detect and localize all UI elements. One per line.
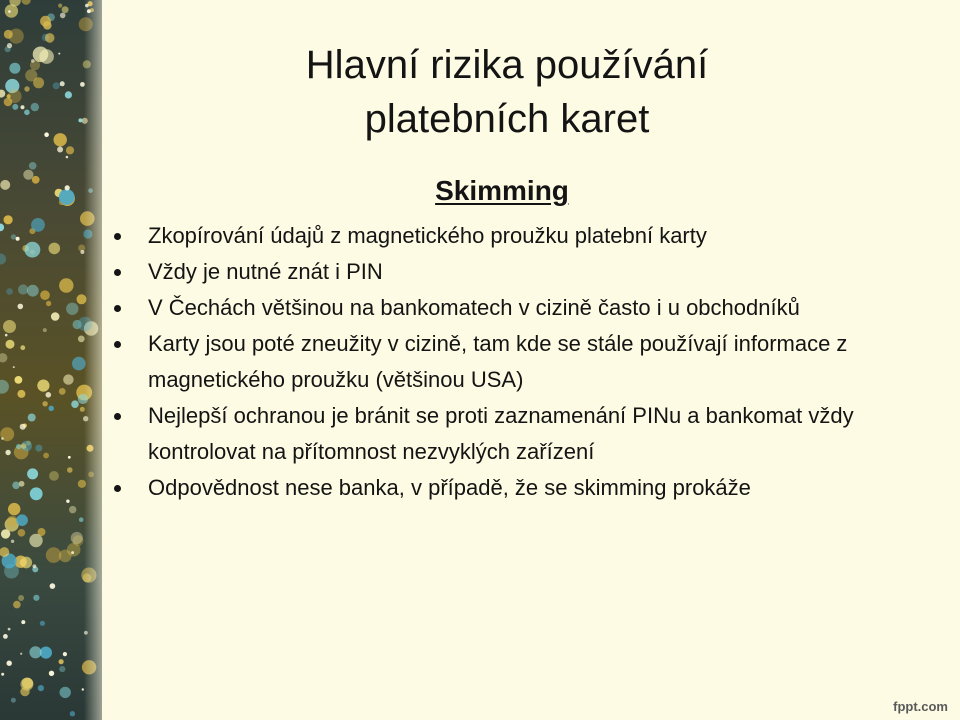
bokeh-light xyxy=(24,86,29,91)
bokeh-spark xyxy=(8,628,11,631)
bokeh-spark xyxy=(63,652,67,656)
bokeh-spark xyxy=(18,304,24,310)
bokeh-light xyxy=(71,400,79,408)
bokeh-light xyxy=(66,146,74,154)
bokeh-light xyxy=(31,103,39,111)
bullet-text: Nejlepší ochranou je bránit se proti zaznamenání PINu a bankomat vždy kontrolovat na přítomnost nezvyklých zařízení xyxy=(148,403,854,464)
bokeh-light xyxy=(49,243,61,255)
bokeh-light xyxy=(29,534,42,547)
bullet-text: Zkopírování údajů z magnetického proužku platební karty xyxy=(148,223,707,248)
bokeh-light xyxy=(42,401,47,406)
bokeh-light xyxy=(12,482,20,490)
bokeh-light xyxy=(45,33,55,43)
bokeh-light xyxy=(49,471,59,481)
bokeh-light xyxy=(5,4,18,17)
brand-watermark: fppt.com xyxy=(893,699,948,714)
bokeh-light xyxy=(8,503,20,515)
bokeh-light xyxy=(27,285,39,297)
bokeh-light xyxy=(59,666,65,672)
bokeh-light xyxy=(38,685,44,691)
bokeh-light xyxy=(49,406,54,411)
bokeh-light xyxy=(51,312,60,321)
bokeh-light xyxy=(6,288,13,295)
bokeh-light xyxy=(0,90,5,98)
bokeh-spark xyxy=(49,671,54,676)
bokeh-light xyxy=(21,0,30,5)
bullet-text: Karty jsou poté zneužity v cizině, tam kde se stále používají informace z magnetického proužku (většinou USA) xyxy=(148,331,848,392)
bokeh-spark xyxy=(20,653,22,655)
bokeh-light xyxy=(46,301,51,306)
slide-title-line-1: Hlavní rizika používání xyxy=(305,43,709,87)
bullet-item xyxy=(112,470,892,506)
bokeh-light xyxy=(40,647,52,659)
bokeh-light xyxy=(20,345,25,350)
bokeh-light xyxy=(59,388,66,395)
bokeh-spark xyxy=(7,43,12,48)
bokeh-light xyxy=(0,224,4,232)
slide-title-line-2: platebních karet xyxy=(364,97,650,141)
bokeh-light xyxy=(40,16,51,27)
bokeh-light xyxy=(18,284,28,294)
bullet-dot-icon xyxy=(114,305,121,312)
bokeh-spark xyxy=(21,105,25,109)
bokeh-light xyxy=(0,380,9,394)
bokeh-spark xyxy=(1,437,4,440)
strip-fade xyxy=(84,0,102,720)
bokeh-spark xyxy=(44,132,49,137)
bokeh-light xyxy=(59,189,75,205)
bokeh-light xyxy=(24,110,30,116)
bokeh-light xyxy=(29,646,41,658)
bokeh-light xyxy=(18,595,24,601)
bokeh-light xyxy=(8,89,22,103)
bokeh-light xyxy=(35,445,42,452)
bokeh-spark xyxy=(50,583,56,589)
bullet-text: Vždy je nutné znát i PIN xyxy=(148,259,383,284)
bokeh-spark xyxy=(57,147,63,153)
bullet-item xyxy=(112,398,892,470)
bullet-item xyxy=(112,326,892,398)
bokeh-light xyxy=(16,444,21,449)
bokeh-light xyxy=(27,468,38,479)
bokeh-spark xyxy=(33,564,37,568)
bokeh-spark xyxy=(3,634,8,639)
bokeh-light xyxy=(37,380,49,392)
bokeh-light xyxy=(20,687,29,696)
bokeh-light xyxy=(69,506,76,513)
bullet-dot-icon xyxy=(114,341,121,348)
bokeh-light xyxy=(17,390,25,398)
bokeh-light xyxy=(59,278,73,292)
bokeh-spark xyxy=(5,450,10,455)
bokeh-spark xyxy=(13,366,15,368)
bokeh-light xyxy=(30,487,43,500)
bokeh-light xyxy=(9,63,20,74)
bokeh-light xyxy=(7,516,18,527)
bokeh-light xyxy=(70,711,75,716)
bullet-item xyxy=(112,218,892,254)
bullet-dot-icon xyxy=(114,233,121,240)
bokeh-light xyxy=(71,532,83,544)
bullet-text: Odpovědnost nese banka, v případě, že se skimming prokáže xyxy=(148,475,751,500)
bokeh-light xyxy=(79,517,84,522)
bokeh-light xyxy=(13,601,21,609)
bokeh-light xyxy=(59,550,72,563)
bokeh-light xyxy=(66,303,78,315)
bokeh-spark xyxy=(66,156,69,159)
slide-title xyxy=(112,38,902,146)
bokeh-light xyxy=(0,353,7,362)
bokeh-light xyxy=(58,4,62,8)
bokeh-light xyxy=(29,162,37,170)
bokeh-light xyxy=(31,218,45,232)
bokeh-spark xyxy=(8,10,11,13)
bokeh-light xyxy=(6,340,15,349)
bokeh-spark xyxy=(16,237,20,241)
bokeh-light xyxy=(65,91,72,98)
bokeh-light xyxy=(23,170,33,180)
bokeh-spark xyxy=(21,620,25,624)
bokeh-spark xyxy=(7,661,12,666)
bokeh-spark xyxy=(68,456,71,459)
bokeh-light xyxy=(62,6,69,13)
bokeh-light xyxy=(40,290,50,300)
bokeh-spark xyxy=(58,53,60,55)
bokeh-light xyxy=(59,659,64,664)
bokeh-light xyxy=(43,328,47,332)
bokeh-light xyxy=(33,595,39,601)
bokeh-light xyxy=(59,687,70,698)
bokeh-light xyxy=(11,698,16,703)
bullet-dot-icon xyxy=(114,269,121,276)
bokeh-spark xyxy=(20,424,26,430)
bokeh-spark xyxy=(11,540,14,543)
bullet-dot-icon xyxy=(114,413,121,420)
bokeh-spark xyxy=(71,551,74,554)
bokeh-light xyxy=(63,374,73,384)
bokeh-light xyxy=(67,467,73,473)
bokeh-light xyxy=(15,376,23,384)
bokeh-light xyxy=(4,30,13,39)
bokeh-spark xyxy=(60,81,65,86)
bokeh-spark xyxy=(31,59,35,63)
bokeh-light xyxy=(0,180,10,190)
decorative-bokeh-strip xyxy=(0,0,102,720)
bullet-item xyxy=(112,290,892,326)
bokeh-light xyxy=(25,242,41,258)
bullet-dot-icon xyxy=(114,485,121,492)
bokeh-light xyxy=(43,453,49,459)
bullet-item xyxy=(112,254,892,290)
bokeh-light xyxy=(32,176,40,184)
bokeh-light xyxy=(4,215,13,224)
section-heading-skimming: Skimming xyxy=(435,175,569,206)
bokeh-light xyxy=(18,529,26,537)
bokeh-light xyxy=(0,254,6,265)
bokeh-spark xyxy=(46,392,52,398)
bokeh-spark xyxy=(5,334,8,337)
bokeh-light xyxy=(21,443,27,449)
bokeh-light xyxy=(28,414,36,422)
bokeh-light xyxy=(40,621,45,626)
bokeh-light xyxy=(33,77,44,88)
bokeh-spark xyxy=(65,185,70,190)
bokeh-light xyxy=(33,47,49,63)
bullet-text: V Čechách většinou na bankomatech v cizině často i u obchodníků xyxy=(148,295,800,320)
bokeh-spark xyxy=(66,500,69,503)
bokeh-light xyxy=(3,320,16,333)
bokeh-spark xyxy=(60,13,66,19)
bullet-list xyxy=(112,218,892,506)
bokeh-light xyxy=(53,82,60,89)
bokeh-light xyxy=(12,104,18,110)
bokeh-light xyxy=(16,514,28,526)
bokeh-light xyxy=(54,133,67,146)
bokeh-spark xyxy=(1,673,4,676)
bokeh-light xyxy=(11,234,16,239)
